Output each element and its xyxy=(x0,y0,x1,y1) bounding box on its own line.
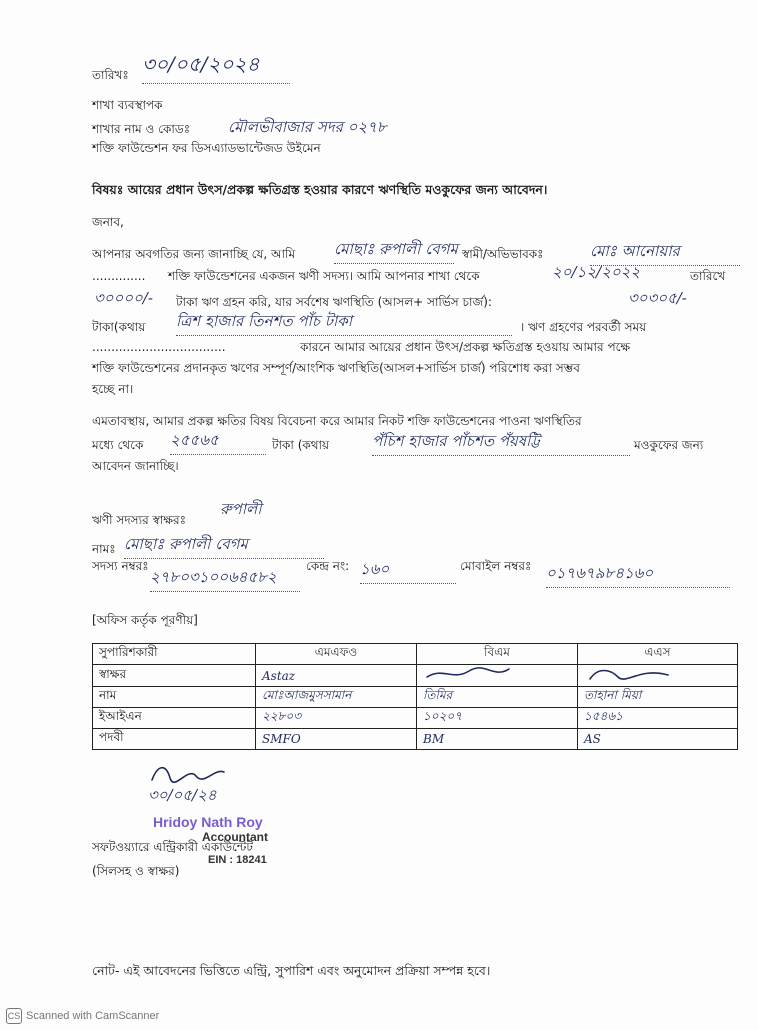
center-value: ১৬০ xyxy=(360,558,456,584)
accountant-signature xyxy=(148,762,228,784)
stamp-ein: EIN : 18241 xyxy=(208,854,267,866)
address-line-manager: শাখা ব্যবস্থাপক xyxy=(92,98,163,112)
body-text: টাকা ঋণ গ্রহন করি, যার সর্বশেষ ঋণস্থিতি (আসল+ সার্ভিস চার্জ): xyxy=(176,295,492,309)
organization-name: শক্তি ফাউন্ডেশন ফর ডিসএ্যাডভান্টেজড উইমেন xyxy=(92,141,321,155)
date-value: ৩০/০৫/২০২৪ xyxy=(142,50,290,84)
table-row xyxy=(93,665,738,687)
waiver-words-handwritten: পঁচিশ হাজার পাঁচশত পঁয়ষট্টি xyxy=(372,430,630,456)
table-row xyxy=(93,708,738,729)
member-signature: রুপালী xyxy=(220,500,262,518)
table-header-cell: এএস xyxy=(578,644,738,665)
bm-signature-scribble xyxy=(423,665,513,683)
body-text: শক্তি ফাউন্ডেশনের একজন ঋণী সদস্য। আমি আপনার শাখা থেকে xyxy=(168,269,480,283)
scanner-text: Scanned with CamScanner xyxy=(26,1009,160,1022)
salutation: জনাব, xyxy=(92,215,124,229)
body-text: শক্তি ফাউন্ডেশনের প্রদানকৃত ঋণের সম্পূর্ণ/আংশিক ঋণস্থিতি(আসল+সার্ভিস চার্জ) পরিশোধ করা সম্ভব xyxy=(92,361,580,375)
body-text: .............. xyxy=(92,269,146,283)
as-signature xyxy=(578,665,738,687)
table-header-row xyxy=(93,644,738,665)
as-signature-scribble xyxy=(584,665,674,683)
office-heading: [অফিস কর্তৃক পূরণীয়] xyxy=(92,613,198,627)
stamp-title: Accountant xyxy=(202,830,268,844)
member-number-label: সদস্য নম্বরঃ xyxy=(92,559,149,573)
body-text: এমতাবস্থায়, আমার প্রকল্প ক্ষতির বিষয় বিবেচনা করে আমার নিকট শক্তি ফাউন্ডেশনের পাওনা ঋণস্থিতির xyxy=(92,414,582,428)
table-row xyxy=(93,687,738,708)
loan-amount-handwritten: ৩০০০০/- xyxy=(94,289,153,307)
as-ein: ১৫৪৬১ xyxy=(578,708,738,729)
branch-value: মৌলভীবাজার সদর ০২৭৮ xyxy=(228,118,387,136)
mobile-value: ০১৭৬৭৯৮৪১৬০ xyxy=(546,562,730,588)
body-text: স্বামী/অভিভাবকঃ xyxy=(462,247,544,261)
row-label: স্বাক্ষর xyxy=(93,665,256,687)
mfo-designation: SMFO xyxy=(256,729,417,750)
bm-ein: ১০২০৭ xyxy=(417,708,578,729)
branch-label: শাখার নাম ও কোডঃ xyxy=(92,122,191,136)
body-text: ................................... xyxy=(92,340,226,354)
member-name-value: মোছাঃ রুপালী বেগম xyxy=(124,533,324,559)
member-name-label: নামঃ xyxy=(92,542,116,556)
body-text: আপনার অবগতির জন্য জানাচ্ছি যে, আমি xyxy=(92,247,296,261)
member-signature-label: ঋণী সদস্যর স্বাক্ষরঃ xyxy=(92,513,186,527)
row-label: পদবী xyxy=(93,729,256,750)
scanner-watermark xyxy=(6,1008,159,1024)
row-label: নাম xyxy=(93,687,256,708)
accountant-label: সফটওয়্যারে এন্ট্রিকারী একাউন্টেট xyxy=(92,840,253,854)
body-text: হচ্ছে না। xyxy=(92,382,134,396)
balance-words-handwritten: ত্রিশ হাজার তিনশত পাঁচ টাকা xyxy=(176,310,512,336)
body-text: কারনে আমার আয়ের প্রধান উৎস/প্রকল্প ক্ষতিগ্রস্ত হওয়ায় আমার পক্ষে xyxy=(300,340,631,354)
date-label: তারিখঃ xyxy=(92,68,129,82)
table-header-cell: সুপারিশকারী xyxy=(93,644,256,665)
as-name: তাহানা মিয়া xyxy=(578,687,738,708)
recommendation-table xyxy=(92,643,738,750)
table-header-cell: বিএম xyxy=(417,644,578,665)
waiver-amount-handwritten: ২৫৫৬৫ xyxy=(170,429,266,455)
mfo-name: মোঃআজমুসসামান xyxy=(256,687,417,708)
member-number-value: ২৭৮০৩১০০৬৪৫৮২ xyxy=(150,566,300,592)
body-text: মওকুফের জন্য xyxy=(634,438,704,452)
body-text: । ঋণ গ্রহণের পরবর্তী সময় xyxy=(520,320,647,334)
table-header-cell: এমএফও xyxy=(256,644,417,665)
member-name-handwritten: মোছাঃ রুপালী বেগম xyxy=(334,238,454,264)
camscanner-icon: CS xyxy=(6,1008,22,1024)
accountant-sign-date: ৩০/০৫/২৪ xyxy=(148,786,217,804)
mfo-signature: Astaz xyxy=(256,665,417,687)
bm-name: তিমির xyxy=(417,687,578,708)
bm-designation: BM xyxy=(417,729,578,750)
body-text: টাকা(কথায় xyxy=(92,320,146,334)
mfo-ein: ২২৮০৩ xyxy=(256,708,417,729)
subject-line: বিষয়ঃ আয়ের প্রধান উৎস/প্রকল্প ক্ষতিগ্রস্ত হওয়ার কারণে ঋণস্থিতি মওকুফের জন্য আবেদন। xyxy=(92,182,548,197)
body-text: টাকা (কথায় xyxy=(272,438,330,452)
row-label: ইআইএন xyxy=(93,708,256,729)
table-row xyxy=(93,729,738,750)
stamp-name: Hridoy Nath Roy xyxy=(153,814,263,830)
balance-handwritten: ৩০৩০৫/- xyxy=(628,289,687,307)
loan-date-handwritten: ২০/১২/২০২২ xyxy=(552,263,641,281)
accountant-sub-label: (সিলসহ ও স্বাক্ষর) xyxy=(92,864,180,878)
body-text: আবেদন জানাচ্ছি। xyxy=(92,459,179,473)
body-text: মধ্যে থেকে xyxy=(92,438,144,452)
guardian-name-handwritten: মোঃ আনোয়ার xyxy=(590,240,740,266)
as-designation: AS xyxy=(578,729,738,750)
body-text: তারিখে xyxy=(690,269,726,283)
mobile-label: মোবাইল নম্বরঃ xyxy=(460,559,532,573)
footer-note: নোট- এই আবেদনের ভিত্তিতে এন্ট্রি, সুপারিশ এবং অনুমোদন প্রক্রিয়া সম্পন্ন হবে। xyxy=(92,963,491,978)
center-label: কেন্দ্র নং: xyxy=(306,559,350,573)
bm-signature xyxy=(417,665,578,687)
